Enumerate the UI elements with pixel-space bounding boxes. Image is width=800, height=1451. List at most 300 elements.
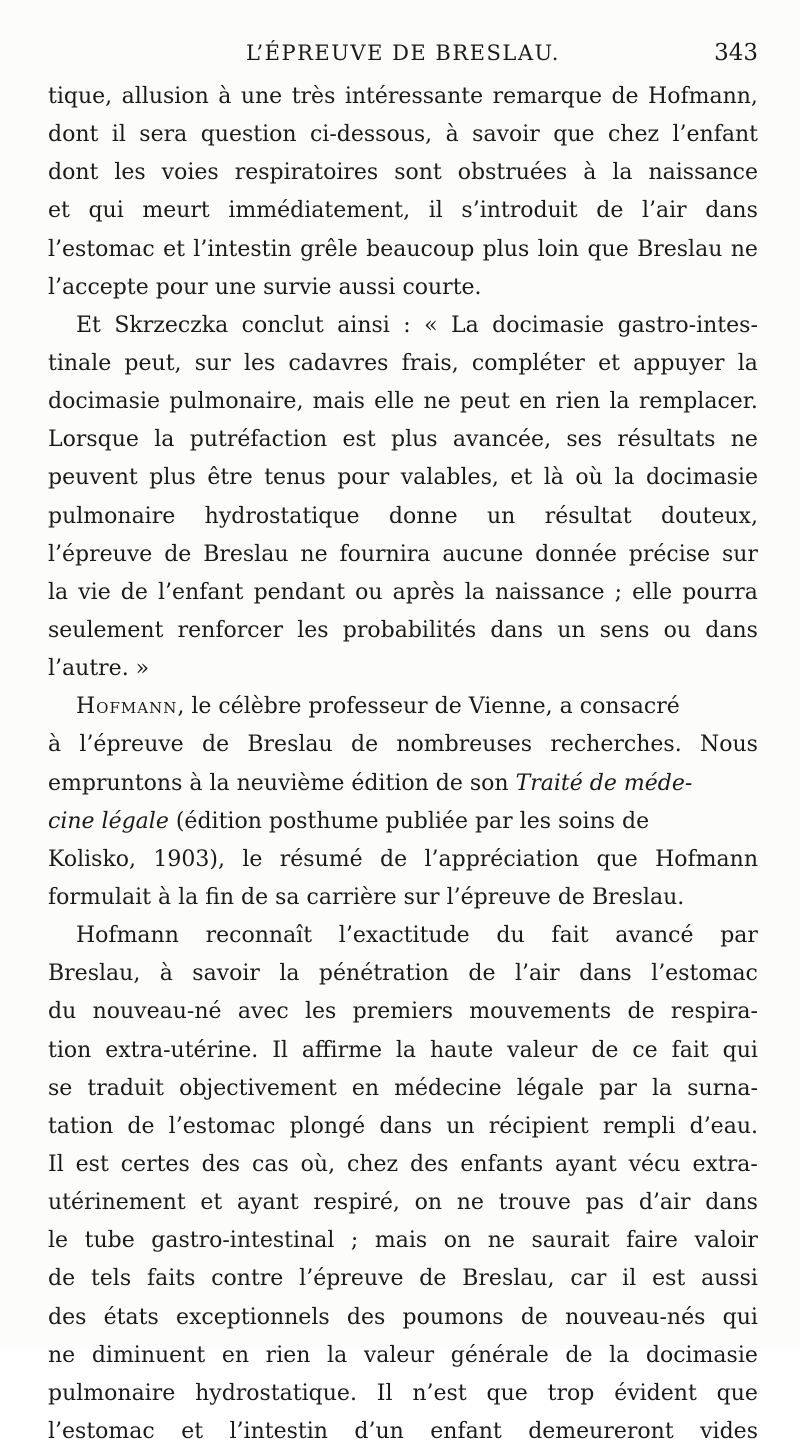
text-fragment: empruntons à la neuvième édition de son bbox=[48, 770, 509, 796]
text-line bbox=[48, 993, 758, 1031]
word: docimasie bbox=[645, 465, 758, 491]
text-line bbox=[48, 1375, 758, 1413]
word: enfants bbox=[460, 1151, 544, 1177]
word: docimasie bbox=[48, 389, 161, 415]
word: ; bbox=[614, 579, 622, 605]
word: ayant bbox=[555, 1151, 617, 1177]
word: dont bbox=[48, 160, 99, 186]
word: l’air bbox=[641, 198, 687, 224]
word: hydrostatique. bbox=[195, 1380, 357, 1406]
word: plus bbox=[391, 427, 438, 453]
word: car bbox=[570, 1266, 607, 1292]
word: du bbox=[48, 999, 77, 1025]
text-line bbox=[48, 765, 758, 803]
author-name-smallcaps: Hofmann bbox=[76, 694, 178, 720]
text-line bbox=[48, 307, 758, 345]
word: cadavres bbox=[288, 350, 389, 376]
word: la bbox=[737, 350, 758, 376]
word: dans bbox=[379, 1113, 433, 1139]
word: à bbox=[445, 122, 459, 148]
word: poumons bbox=[402, 1304, 504, 1330]
word: Hofmann bbox=[655, 846, 758, 872]
word: faire bbox=[626, 1228, 678, 1254]
word: et bbox=[200, 1190, 223, 1216]
text-line bbox=[48, 688, 758, 726]
text-line bbox=[48, 1299, 758, 1337]
word: très bbox=[291, 84, 336, 109]
word: que bbox=[553, 122, 595, 148]
word: trouve bbox=[498, 1190, 571, 1216]
word: ainsi bbox=[337, 312, 390, 338]
word: elle bbox=[374, 389, 415, 415]
word: respira- bbox=[670, 999, 758, 1025]
word: est bbox=[342, 427, 376, 453]
word: rien bbox=[265, 1342, 311, 1368]
word: de bbox=[565, 1342, 593, 1368]
word: docimasie bbox=[645, 1342, 758, 1368]
word: résultat bbox=[544, 503, 632, 529]
word: et bbox=[48, 198, 70, 224]
word: valeur bbox=[363, 1342, 435, 1368]
word: pulmonaire, bbox=[169, 389, 304, 415]
word: dans bbox=[705, 198, 758, 224]
word: sens bbox=[599, 617, 650, 643]
word: résumé bbox=[279, 846, 363, 872]
word: Breslau bbox=[203, 541, 289, 567]
text-line bbox=[48, 78, 758, 116]
word: des bbox=[201, 1151, 241, 1177]
word: tique, bbox=[48, 84, 113, 109]
text-line bbox=[48, 841, 758, 879]
word: tenus bbox=[264, 465, 326, 491]
word: l’intestin bbox=[229, 1418, 328, 1444]
word: l’épreuve bbox=[79, 732, 184, 758]
text-fragment: (édition posthume publiée par les soins de bbox=[168, 808, 650, 834]
word: la bbox=[154, 427, 175, 453]
word: demeureront bbox=[528, 1418, 674, 1444]
word: un bbox=[557, 617, 586, 643]
word: immédiatement, bbox=[228, 198, 411, 224]
word: précise bbox=[628, 541, 711, 567]
word: elle bbox=[632, 579, 673, 605]
word: objectivement bbox=[179, 1075, 337, 1101]
word: faits bbox=[146, 1266, 196, 1292]
word: on bbox=[414, 1190, 442, 1216]
word: recherches. bbox=[550, 732, 682, 758]
word: un bbox=[487, 503, 516, 529]
text-line bbox=[48, 1337, 758, 1375]
word: où, bbox=[300, 1151, 336, 1177]
text-line bbox=[48, 231, 758, 269]
word: appuyer bbox=[633, 350, 725, 376]
word: extra-utérine. bbox=[105, 1037, 259, 1063]
word: ne bbox=[730, 236, 758, 262]
text-line bbox=[48, 1260, 758, 1298]
word: à bbox=[159, 961, 173, 987]
text-line bbox=[48, 1070, 758, 1108]
word: pourra bbox=[682, 579, 758, 605]
word: Kolisko, bbox=[48, 846, 137, 872]
word: avec bbox=[237, 999, 289, 1025]
word: savoir bbox=[192, 961, 260, 987]
word: sur bbox=[721, 541, 758, 567]
word: chez bbox=[607, 122, 660, 148]
word: le bbox=[48, 1228, 69, 1254]
text-line bbox=[48, 421, 758, 459]
text-line bbox=[48, 498, 758, 536]
word: nombreuses bbox=[396, 732, 533, 758]
word: que bbox=[486, 1380, 528, 1406]
word: fournira bbox=[339, 541, 431, 567]
word: traduit bbox=[87, 1075, 164, 1101]
word: Lorsque bbox=[48, 427, 139, 453]
word: générale bbox=[450, 1342, 549, 1368]
word: l’estomac bbox=[168, 1113, 276, 1139]
word: naissance bbox=[494, 579, 605, 605]
text-line bbox=[48, 345, 758, 383]
word: aucune bbox=[442, 541, 524, 567]
word: remplacer. bbox=[638, 389, 758, 415]
word: dans bbox=[579, 961, 632, 987]
word: des bbox=[48, 1304, 87, 1330]
word: résultats bbox=[617, 427, 716, 453]
word: compléter bbox=[471, 350, 585, 376]
word: sont bbox=[394, 160, 442, 186]
word: seulement bbox=[48, 617, 164, 643]
word: l’exactitude bbox=[338, 923, 470, 949]
word: ne bbox=[487, 1228, 515, 1254]
word: Breslau, bbox=[48, 961, 141, 987]
word: d’air bbox=[638, 1190, 691, 1216]
word: Breslau, bbox=[462, 1266, 555, 1292]
word: gastro-intestinal bbox=[151, 1228, 335, 1254]
word: contre bbox=[211, 1266, 284, 1292]
word: et bbox=[181, 1418, 204, 1444]
word: l’épreuve bbox=[48, 541, 153, 567]
text-line bbox=[48, 917, 758, 955]
word: putréfaction bbox=[189, 427, 328, 453]
word: Breslau bbox=[247, 732, 333, 758]
word: de bbox=[419, 1266, 447, 1292]
word: en bbox=[351, 1075, 380, 1101]
text-line bbox=[48, 1222, 758, 1260]
word: haute bbox=[429, 1037, 494, 1063]
word: ne bbox=[423, 389, 451, 415]
word: trop bbox=[547, 1380, 595, 1406]
word: Il bbox=[48, 1151, 64, 1177]
word: avancé bbox=[615, 923, 694, 949]
word: vécu bbox=[628, 1151, 681, 1177]
word: avancée, bbox=[452, 427, 552, 453]
word: de bbox=[520, 1304, 548, 1330]
word: et bbox=[510, 465, 533, 491]
word: hydrostatique bbox=[204, 503, 360, 529]
text-line bbox=[48, 459, 758, 497]
word: ; bbox=[350, 1228, 359, 1254]
word: de bbox=[127, 1113, 155, 1139]
word: l’enfant bbox=[157, 579, 244, 605]
word: obstruées bbox=[457, 160, 568, 186]
word: meurt bbox=[142, 198, 210, 224]
text-line bbox=[48, 726, 758, 764]
word: de bbox=[627, 999, 655, 1025]
word: de bbox=[201, 732, 230, 758]
word: l’intestin bbox=[193, 236, 292, 262]
word: Hofmann, bbox=[648, 84, 758, 109]
word: loin bbox=[537, 236, 580, 262]
text-line bbox=[48, 1146, 758, 1184]
word: légale bbox=[516, 1075, 585, 1101]
word: pour bbox=[337, 465, 390, 491]
word: savoir bbox=[472, 122, 540, 148]
word: l’air bbox=[514, 961, 560, 987]
word: question bbox=[200, 122, 297, 148]
word: le bbox=[242, 846, 263, 872]
word: cas bbox=[252, 1151, 289, 1177]
word: par bbox=[720, 923, 758, 949]
word: récipient bbox=[488, 1113, 589, 1139]
word: où bbox=[575, 465, 603, 491]
word: fait bbox=[551, 923, 589, 949]
running-header bbox=[48, 38, 758, 68]
word: des bbox=[410, 1151, 449, 1177]
word: la bbox=[464, 579, 485, 605]
word: Hofmann bbox=[76, 923, 179, 949]
word: que bbox=[596, 846, 638, 872]
text-line bbox=[48, 803, 758, 841]
word: sera bbox=[139, 122, 188, 148]
text-line bbox=[48, 574, 758, 612]
word: la bbox=[614, 465, 635, 491]
word: frais, bbox=[401, 350, 459, 376]
word: dans bbox=[705, 1190, 758, 1216]
word: dans bbox=[490, 617, 544, 643]
word: plus bbox=[482, 236, 530, 262]
word: il bbox=[622, 1266, 637, 1292]
word: docimasie bbox=[492, 312, 605, 338]
word: est bbox=[652, 1266, 686, 1292]
word: Breslau bbox=[637, 236, 723, 262]
word: de bbox=[468, 961, 496, 987]
word: les bbox=[297, 617, 329, 643]
word: plus bbox=[149, 465, 196, 491]
word: médecine bbox=[394, 1075, 502, 1101]
text-line: l’autre. » bbox=[48, 656, 150, 682]
body-text bbox=[48, 78, 758, 1451]
text-line bbox=[48, 1032, 758, 1070]
text-line bbox=[48, 612, 758, 650]
word: un bbox=[446, 1113, 475, 1139]
word: évident bbox=[614, 1380, 697, 1406]
text-fragment: , le célèbre professeur de Vienne, a consacré bbox=[177, 694, 680, 720]
word: La bbox=[450, 312, 479, 338]
word: de bbox=[164, 541, 192, 567]
word: premiers bbox=[352, 999, 453, 1025]
word: affirme bbox=[301, 1037, 382, 1063]
word: renforcer bbox=[177, 617, 284, 643]
word: la bbox=[48, 579, 69, 605]
word: allusion bbox=[121, 84, 209, 109]
word: peut bbox=[459, 389, 510, 415]
word: tube bbox=[84, 1228, 135, 1254]
word: que bbox=[587, 236, 629, 262]
word: il bbox=[111, 122, 126, 148]
word: après bbox=[392, 579, 455, 605]
text-line bbox=[48, 116, 758, 154]
word: à bbox=[48, 732, 62, 758]
word: ne bbox=[300, 541, 328, 567]
word: qui bbox=[722, 1037, 758, 1063]
word: : bbox=[403, 312, 411, 338]
word: valeur bbox=[507, 1037, 578, 1063]
word: les bbox=[114, 160, 146, 186]
word: respiratoires bbox=[234, 160, 379, 186]
word: pulmonaire bbox=[48, 1380, 176, 1406]
word: ne bbox=[456, 1190, 484, 1216]
word: des bbox=[346, 1304, 386, 1330]
word: la bbox=[651, 1075, 673, 1101]
word: l’enfant bbox=[672, 122, 758, 148]
word: certes bbox=[120, 1151, 190, 1177]
word: ayant bbox=[236, 1190, 299, 1216]
word: de bbox=[596, 198, 624, 224]
word: extra- bbox=[692, 1151, 758, 1177]
text-line bbox=[48, 192, 758, 230]
word: la bbox=[609, 1342, 630, 1368]
word: là bbox=[543, 465, 564, 491]
word: reconnaît bbox=[205, 923, 313, 949]
word: de bbox=[48, 1266, 76, 1292]
word: vides bbox=[700, 1418, 758, 1444]
word: la bbox=[327, 1342, 348, 1368]
text-line bbox=[48, 955, 758, 993]
word: dont bbox=[48, 122, 99, 148]
word: conclut bbox=[241, 312, 324, 338]
word: on bbox=[443, 1228, 472, 1254]
word: ci-dessous, bbox=[309, 122, 433, 148]
word: saurait bbox=[531, 1228, 610, 1254]
word: gastro-intes- bbox=[617, 312, 758, 338]
word: nouveau-nés bbox=[565, 1304, 706, 1330]
word: ou bbox=[663, 617, 692, 643]
word: du bbox=[496, 923, 525, 949]
word: « bbox=[424, 312, 438, 338]
word: de bbox=[350, 732, 379, 758]
word: qui bbox=[88, 198, 124, 224]
word: et bbox=[163, 236, 185, 262]
word: douteux, bbox=[661, 503, 758, 529]
word: est bbox=[75, 1151, 109, 1177]
word: exceptionnels bbox=[175, 1304, 330, 1330]
book-title-italic: Traité de méde- bbox=[515, 770, 693, 796]
book-title-italic: cine légale bbox=[48, 808, 169, 834]
word: mais bbox=[374, 1228, 428, 1254]
word: nouveau-né bbox=[92, 999, 222, 1025]
word: à bbox=[218, 84, 232, 109]
word: d’eau. bbox=[689, 1113, 758, 1139]
word: Et bbox=[76, 312, 101, 338]
word: Il bbox=[376, 1380, 393, 1406]
word: l’estomac bbox=[48, 236, 155, 262]
word: vie bbox=[78, 579, 111, 605]
word: de bbox=[611, 84, 639, 109]
word: il bbox=[428, 198, 443, 224]
word: mouvements bbox=[469, 999, 612, 1025]
word: pénétration bbox=[318, 961, 449, 987]
word: ses bbox=[566, 427, 602, 453]
word: aussi bbox=[701, 1266, 758, 1292]
word: pulmonaire bbox=[48, 503, 176, 529]
word: états bbox=[103, 1304, 159, 1330]
word: ne bbox=[730, 427, 758, 453]
text-line bbox=[48, 536, 758, 574]
word: la bbox=[612, 160, 633, 186]
word: tion bbox=[48, 1037, 92, 1063]
word: en bbox=[221, 1342, 250, 1368]
word: n’est bbox=[412, 1380, 467, 1406]
word: pas bbox=[585, 1190, 625, 1216]
word: sur bbox=[194, 350, 231, 376]
word: grêle bbox=[300, 236, 358, 262]
word: peuvent bbox=[48, 465, 138, 491]
word: beaucoup bbox=[366, 236, 475, 262]
text-line bbox=[48, 1413, 758, 1451]
word: peut, bbox=[124, 350, 182, 376]
word: Il bbox=[272, 1037, 288, 1063]
word: la bbox=[395, 1037, 417, 1063]
word: mais bbox=[312, 389, 365, 415]
word: les bbox=[243, 350, 276, 376]
word: les bbox=[305, 999, 337, 1025]
word: l’estomac bbox=[651, 961, 758, 987]
word: une bbox=[240, 84, 283, 109]
word: s’introduit bbox=[461, 198, 578, 224]
word: diminuent bbox=[91, 1342, 206, 1368]
word: rien bbox=[555, 389, 601, 415]
word: chez bbox=[347, 1151, 399, 1177]
word: et bbox=[598, 350, 620, 376]
text-line: formulait à la fin de sa carrière sur l’épreuve de Breslau. bbox=[48, 884, 685, 910]
word: la bbox=[609, 389, 630, 415]
word: Nous bbox=[699, 732, 758, 758]
word: que bbox=[716, 1380, 758, 1406]
text-line bbox=[48, 383, 758, 421]
word: ne bbox=[48, 1342, 76, 1368]
word: probabilités bbox=[342, 617, 477, 643]
word: rempli bbox=[602, 1113, 676, 1139]
word: ou bbox=[355, 579, 383, 605]
word: valoir bbox=[694, 1228, 758, 1254]
word: en bbox=[519, 389, 547, 415]
word: l’épreuve bbox=[299, 1266, 404, 1292]
word: à bbox=[583, 160, 597, 186]
word: se bbox=[48, 1075, 73, 1101]
word: de bbox=[120, 579, 148, 605]
word: tation bbox=[48, 1113, 114, 1139]
word: utérinement bbox=[48, 1190, 186, 1216]
word: remarque bbox=[492, 84, 602, 109]
word: tinale bbox=[48, 350, 112, 376]
word: voies bbox=[161, 160, 219, 186]
word: de bbox=[380, 846, 408, 872]
word: l’appréciation bbox=[424, 846, 580, 872]
word: par bbox=[599, 1075, 637, 1101]
text-line bbox=[48, 154, 758, 192]
word: ce bbox=[632, 1037, 658, 1063]
word: intéressante bbox=[344, 84, 484, 109]
word: 1903), bbox=[153, 846, 225, 872]
word: l’estomac bbox=[48, 1418, 155, 1444]
